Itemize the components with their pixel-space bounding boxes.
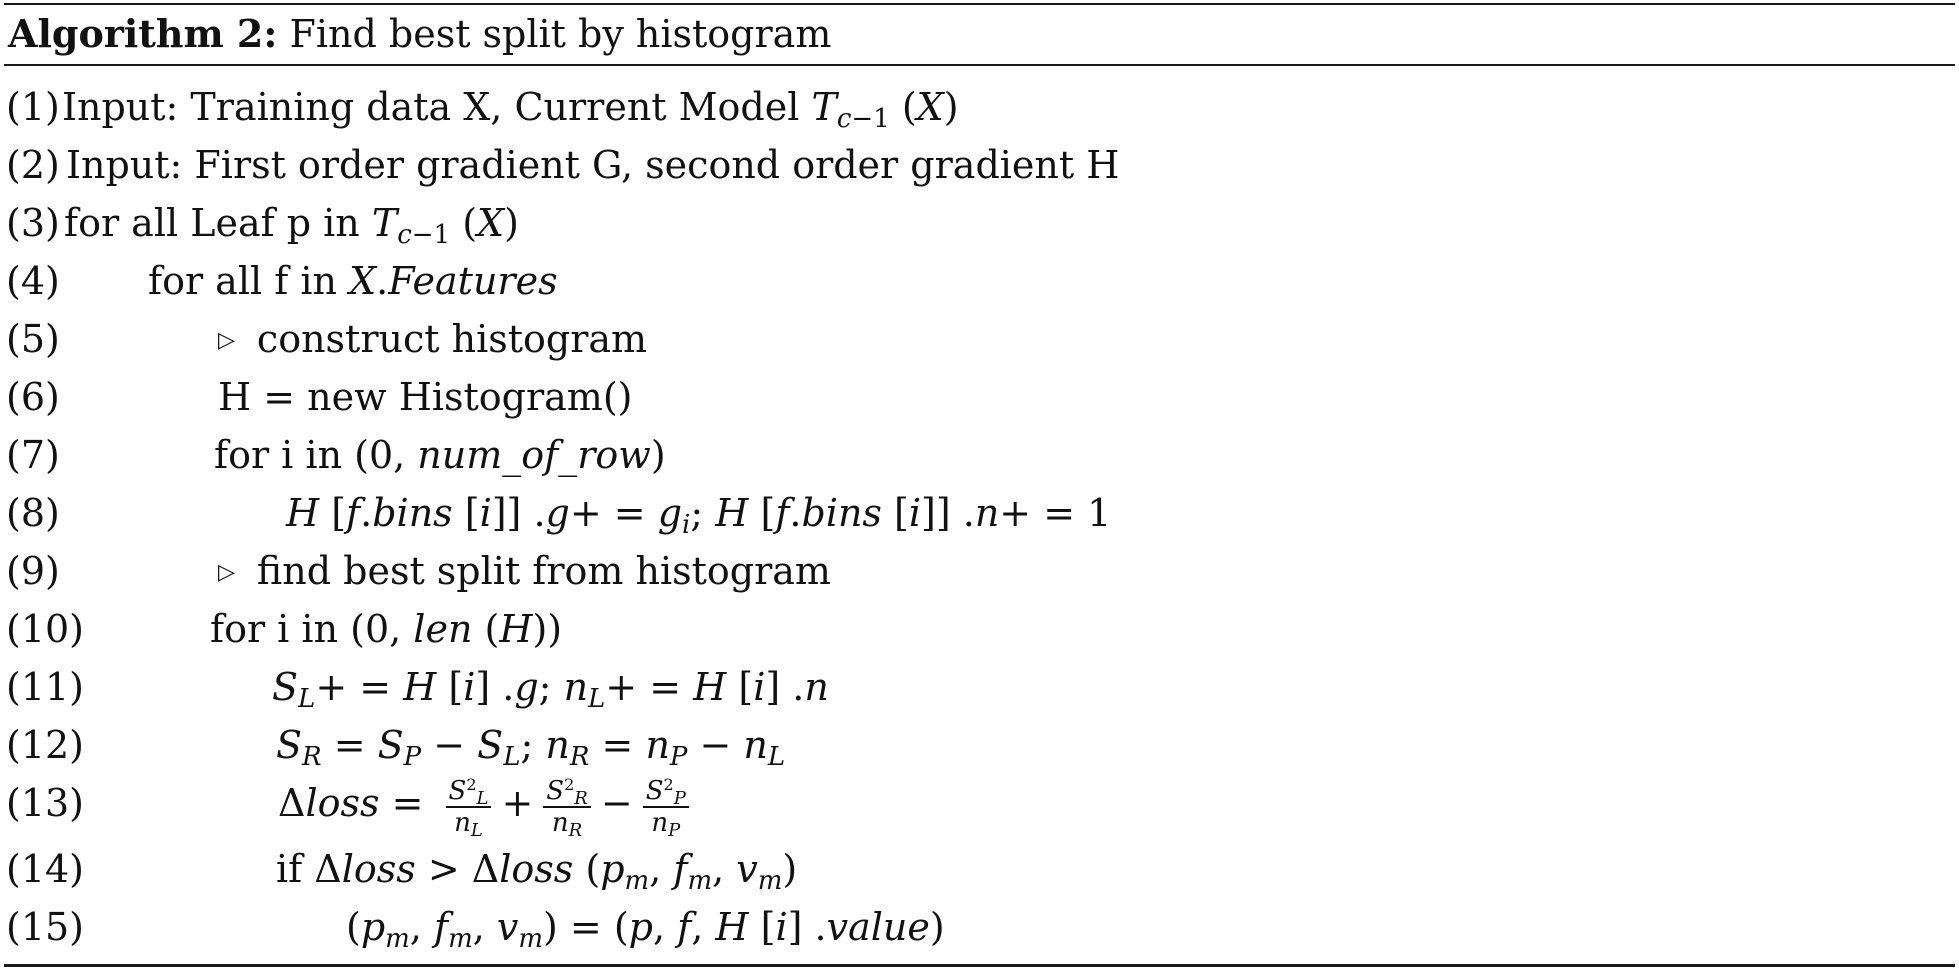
line-code: Input: Training data X, Current Model $T_{c-1}$ (X)	[62, 85, 959, 134]
line-number: (6)	[6, 375, 60, 419]
line-number: (3)	[6, 201, 60, 245]
line-number: (12)	[6, 723, 85, 767]
line-number: (1)	[6, 85, 60, 129]
header-rule	[4, 64, 1955, 66]
line-code: H = new Histogram()	[218, 375, 633, 419]
comment-triangle-icon: ▷	[218, 328, 235, 353]
line-code: for i in (0, len (H))	[210, 607, 563, 651]
line-number: (10)	[6, 607, 85, 651]
line-number: (8)	[6, 491, 60, 535]
comment-triangle-icon: ▷	[218, 560, 235, 585]
line-code: $S_L+ = H$ [i] .g; $n_L+ = H$ [i] .n	[272, 665, 829, 714]
line-code: Input: First order gradient G, second order gradient H	[66, 143, 1120, 187]
line-number: (14)	[6, 847, 85, 891]
line-number: (4)	[6, 259, 60, 303]
line-number: (5)	[6, 317, 60, 361]
line-code: if Δloss > Δloss ($p_m$, $f_m$, $v_m$)	[276, 847, 798, 896]
fraction: $\frac{S^2_P}{n_P}$	[643, 777, 689, 837]
line-number: (2)	[6, 143, 60, 187]
line-number: (11)	[6, 665, 85, 709]
top-rule	[4, 3, 1955, 5]
fraction: $\frac{S^2_L}{n_L}$	[446, 777, 492, 837]
line-code: $S_R = S_P - S_L$; $n_R = n_P - n_L$	[276, 723, 786, 772]
line-number: (13)	[6, 781, 85, 825]
line-code: for all Leaf p in $T_{c-1}$ (X)	[64, 201, 519, 250]
line-code: for i in (0, num_of_row)	[214, 433, 666, 477]
line-code: ▷ find best split from histogram	[218, 542, 831, 602]
line-number: (7)	[6, 433, 60, 477]
line-code: ▷ construct histogram	[218, 310, 647, 370]
line-code: for all f in X.Features	[148, 259, 558, 303]
bottom-rule	[4, 964, 1955, 967]
algorithm-title-text: Find best split by histogram	[289, 12, 832, 56]
line-code: ($p_m$, $f_m$, $v_m) = (p$, f, H [i] .value)	[346, 905, 945, 954]
line-number: (15)	[6, 905, 85, 949]
line-number: (9)	[6, 549, 60, 593]
line-code: Δloss = $\frac{S^2_L}{n_L}$ + $\frac{S^2_R}{n_R}$ − $\frac{S^2_P}{n_P}$	[278, 774, 699, 837]
algorithm-title	[8, 8, 831, 60]
algorithm-label: Algorithm 2:	[8, 11, 278, 56]
line-code: H [f.bins [i]] $.g+ = g_i$; H [f.bins [i]] .n+ = 1	[286, 491, 1112, 540]
fraction: $\frac{S^2_R}{n_R}$	[543, 777, 591, 837]
